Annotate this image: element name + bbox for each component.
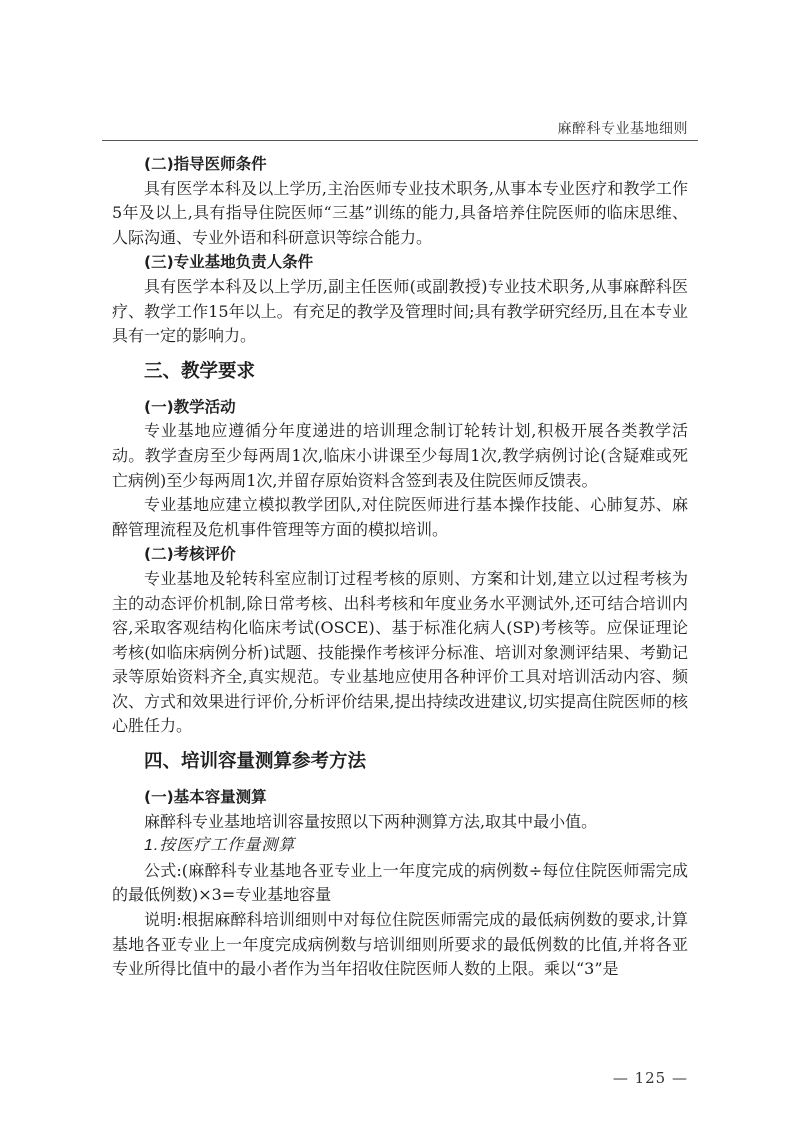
paragraph-instructor: 具有医学本科及以上学历,主治医师专业技术职务,从事本专业医疗和教学工作5年及以上,具有指导住院医师“三基”训练的能力,具备培养住院医师的临床思维、人际沟通、专业外语和科研意识等综合能力。 <box>112 178 688 247</box>
section-heading-teaching: 三、教学要求 <box>144 360 256 382</box>
paragraph-capacity-intro: 麻醉科专业基地培训容量按照以下两种测算方法,取其中最小值。 <box>144 811 598 831</box>
item-workload-method: 1.按医疗工作量测算 <box>144 837 296 855</box>
subsection-heading-assessment: (二)考核评价 <box>144 545 236 564</box>
running-header: 麻醉科专业基地细则 <box>557 121 688 137</box>
paragraph-explanation: 说明:根据麻醉科培训细则中对每位住院医师需完成的最低病例数的要求,计算基地各亚专业上一年度完成病例数与培训细则所要求的最低例数的比值,并将各亚专业所得比值中的最小者作为当年招收住院医师人数的上限。乘以“3”是 <box>112 910 688 979</box>
page-body <box>112 152 688 982</box>
paragraph-formula: 公式:(麻醉科专业基地各亚专业上一年度完成的病例数÷每位住院医师需完成的最低例数)×3=专业基地容量 <box>112 860 688 905</box>
paragraph-activities-1: 专业基地应遵循分年度递进的培训理念制订轮转计划,积极开展各类教学活动。教学查房至少每两周1次,临床小讲课至少每周1次,教学病例讨论(含疑难或死亡病例)至少每两周1次,并留存原始资料含签到表及住院医师反馈表。 <box>112 421 688 490</box>
header-divider <box>102 140 698 141</box>
paragraph-director: 具有医学本科及以上学历,副主任医师(或副教授)专业技术职务,从事麻醉科医疗、教学工作15年以上。有充足的教学及管理时间;具有教学研究经历,且在本专业具有一定的影响力。 <box>112 276 688 346</box>
page-number: — 125 — <box>612 1069 688 1087</box>
subsection-heading-instructor: (二)指导医师条件 <box>144 155 267 173</box>
paragraph-assessment: 专业基地及轮转科室应制订过程考核的原则、方案和计划,建立以过程考核为主的动态评价机制,除日常考核、出科考核和年度业务水平测试外,还可结合培训内容,采取客观结构化临床考试(OSCE)、基于标准化病人(SP)考核等。应保证理论考核(如临床病例分析)试题、技能操作考核评分标准、培训对象测评结果、考勤记录等原始资料齐全,真实规范。专业基地应使用各种评价工具对培训活动内容、频次、方式和效果进行评价,分析评价结果,提出持续改进建议,切实提高住院医师的核心胜任力。 <box>112 568 688 736</box>
subsection-heading-basic-capacity: (一)基本容量测算 <box>144 788 267 807</box>
paragraph-activities-2: 专业基地应建立模拟教学团队,对住院医师进行基本操作技能、心肺复苏、麻醉管理流程及危机事件管理等方面的模拟培训。 <box>112 495 688 539</box>
section-heading-capacity: 四、培训容量测算参考方法 <box>144 751 367 773</box>
subsection-heading-director: (三)专业基地负责人条件 <box>144 253 314 272</box>
subsection-heading-activities: (一)教学活动 <box>144 397 236 416</box>
